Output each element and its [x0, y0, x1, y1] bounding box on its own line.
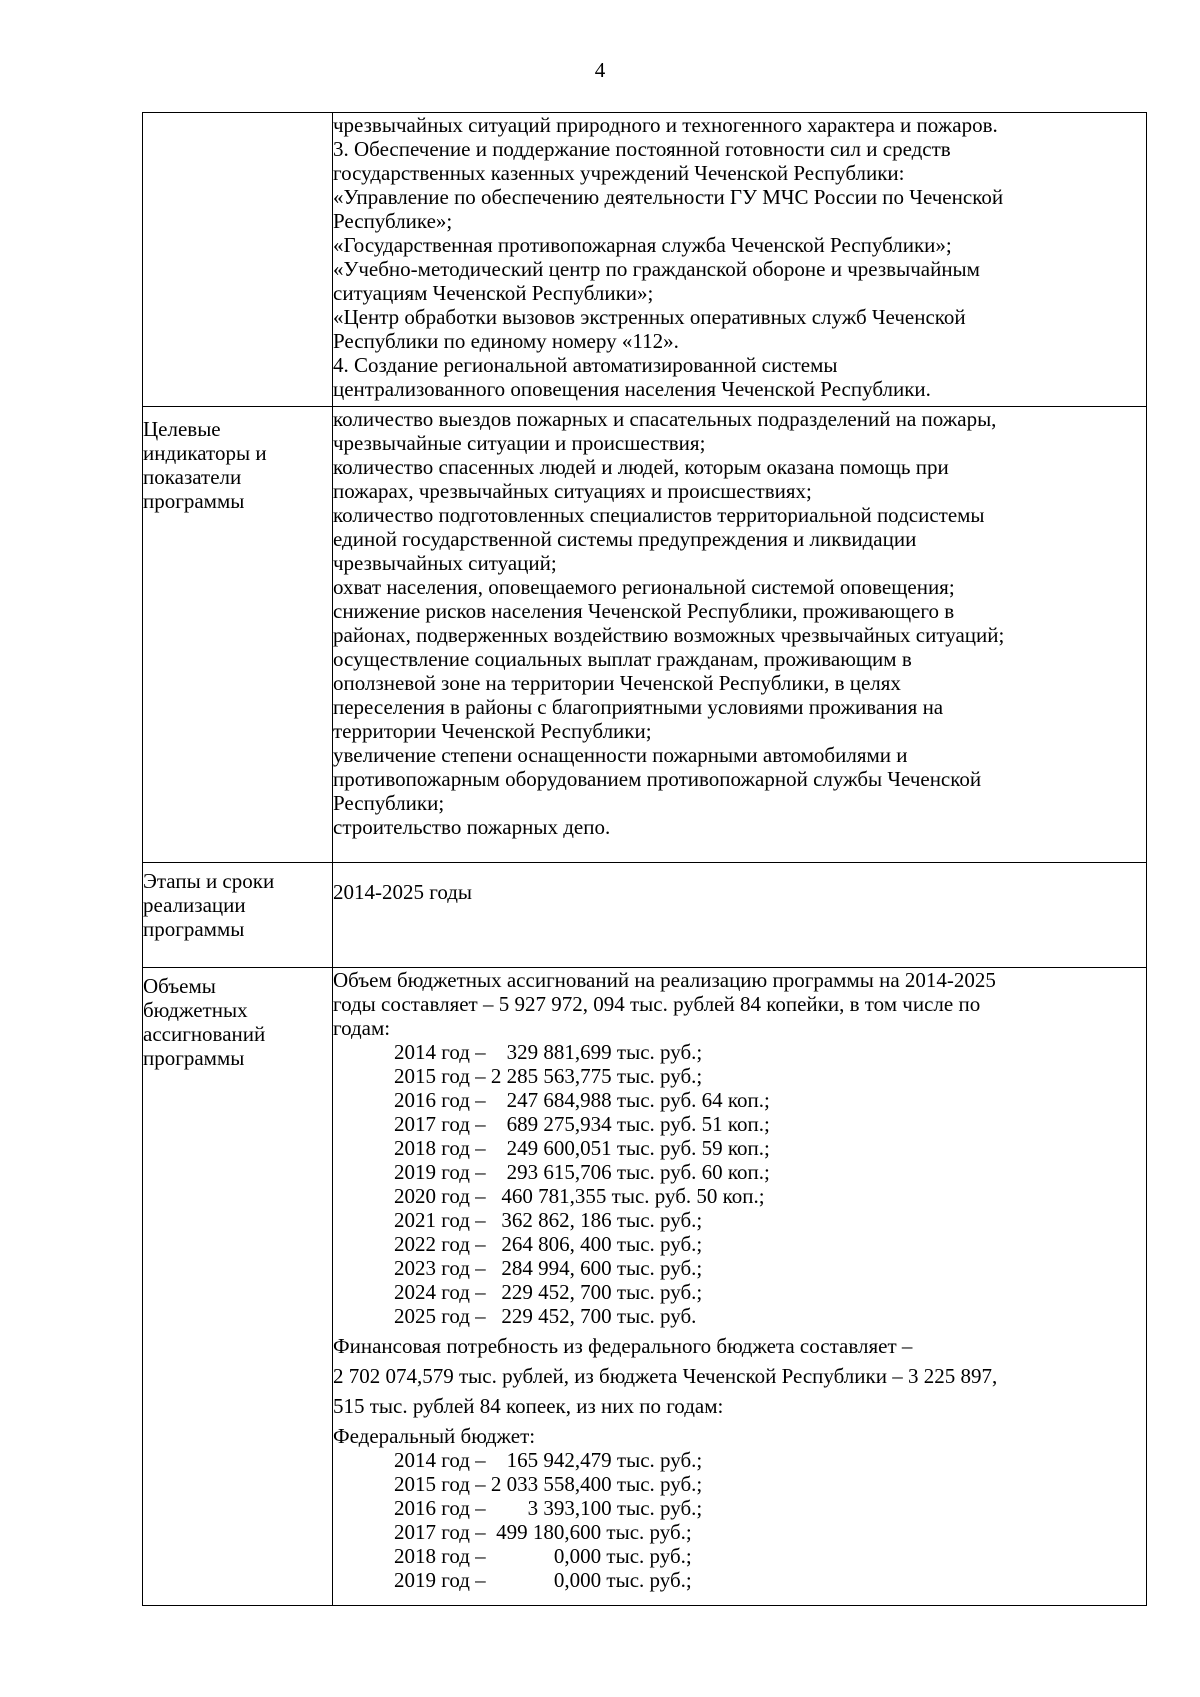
content-line: районах, подверженных воздействию возможных чрезвычайных ситуаций; [333, 623, 1005, 647]
year-allocation-line: 2021 год – 362 862, 186 тыс. руб.; [394, 1208, 703, 1232]
row-content-cell [333, 113, 1147, 407]
content-line: централизованного оповещения населения Чеченской Республики. [333, 377, 931, 401]
content-line: «Управление по обеспечению деятельности ГУ МЧС России по Чеченской [333, 185, 1004, 209]
content-line: количество спасенных людей и людей, которым оказана помощь при [333, 455, 949, 479]
content-line: годы составляет – 5 927 972, 094 тыс. рублей 84 копейки, в том числе по [333, 992, 981, 1016]
row-label-cell [143, 113, 333, 407]
content-line: осуществление социальных выплат гражданам, проживающим в [333, 647, 912, 671]
row-content-cell [333, 968, 1147, 1606]
content-line: чрезвычайные ситуации и происшествия; [333, 431, 706, 455]
content-line: 3. Обеспечение и поддержание постоянной готовности сил и средств [333, 137, 951, 161]
year-allocation-line: 2020 год – 460 781,355 тыс. руб. 50 коп.; [394, 1184, 765, 1208]
row-label-cell [143, 968, 333, 1606]
year-allocation-line: 2015 год – 2 285 563,775 тыс. руб.; [394, 1064, 703, 1088]
federal-year-line: 2016 год – 3 393,100 тыс. руб.; [394, 1496, 703, 1520]
content-line: «Учебно-методический центр по гражданской обороне и чрезвычайным [333, 257, 980, 281]
row-label: программы [143, 1046, 245, 1070]
row-label-cell [143, 407, 333, 863]
passport-table [142, 112, 1147, 1606]
year-allocation-line: 2025 год – 229 452, 700 тыс. руб. [394, 1304, 697, 1328]
year-allocation-line: 2024 год – 229 452, 700 тыс. руб.; [394, 1280, 703, 1304]
content-line: Республики по единому номеру «112». [333, 329, 679, 353]
content-line: 515 тыс. рублей 84 копеек, из них по годам: [333, 1394, 724, 1418]
row-label: Этапы и сроки [143, 869, 275, 893]
row-label: Целевые [143, 417, 221, 441]
row-label: ассигнований [143, 1022, 266, 1046]
row-content-cell [333, 863, 1147, 968]
year-allocation-line: 2023 год – 284 994, 600 тыс. руб.; [394, 1256, 703, 1280]
row-label: программы [143, 917, 245, 941]
row-content-cell [333, 407, 1147, 863]
row-label-cell [143, 863, 333, 968]
content-line: годам: [333, 1016, 391, 1040]
content-line: чрезвычайных ситуаций природного и техногенного характера и пожаров. [333, 113, 998, 137]
year-allocation-line: 2022 год – 264 806, 400 тыс. руб.; [394, 1232, 703, 1256]
content-line: количество подготовленных специалистов территориальной подсистемы [333, 503, 985, 527]
content-line: переселения в районы с благоприятными условиями проживания на [333, 695, 944, 719]
year-allocation-line: 2017 год – 689 275,934 тыс. руб. 51 коп.; [394, 1112, 770, 1136]
row-label: программы [143, 489, 245, 513]
year-allocation-line: 2016 год – 247 684,988 тыс. руб. 64 коп.; [394, 1088, 770, 1112]
content-line: строительство пожарных депо. [333, 815, 611, 839]
content-line: количество выездов пожарных и спасательных подразделений на пожары, [333, 407, 997, 431]
row-label: индикаторы и [143, 441, 267, 465]
row-label: Объемы [143, 974, 216, 998]
federal-year-line: 2019 год – 0,000 тыс. руб.; [394, 1568, 692, 1592]
row-label: бюджетных [143, 998, 248, 1022]
table-row [143, 113, 1147, 407]
content-line: «Центр обработки вызовов экстренных оперативных служб Чеченской [333, 305, 966, 329]
row-label: реализации [143, 893, 246, 917]
content-line: Республике»; [333, 209, 453, 233]
content-line: Финансовая потребность из федерального бюджета составляет – [333, 1334, 913, 1358]
content-line: государственных казенных учреждений Чеченской Республики: [333, 161, 905, 185]
federal-year-line: 2018 год – 0,000 тыс. руб.; [394, 1544, 692, 1568]
content-line: 2 702 074,579 тыс. рублей, из бюджета Чеченской Республики – 3 225 897, [333, 1364, 998, 1388]
year-allocation-line: 2018 год – 249 600,051 тыс. руб. 59 коп.; [394, 1136, 770, 1160]
year-allocation-line: 2019 год – 293 615,706 тыс. руб. 60 коп.; [394, 1160, 770, 1184]
content-line: территории Чеченской Республики; [333, 719, 652, 743]
content-line: снижение рисков населения Чеченской Республики, проживающего в [333, 599, 955, 623]
row-label: показатели [143, 465, 242, 489]
table-row [143, 968, 1147, 1606]
content-line: 4. Создание региональной автоматизированной системы [333, 353, 838, 377]
content-line: 2014-2025 годы [333, 880, 473, 904]
federal-year-line: 2015 год – 2 033 558,400 тыс. руб.; [394, 1472, 703, 1496]
federal-year-line: 2017 год – 499 180,600 тыс. руб.; [394, 1520, 692, 1544]
content-line: Объем бюджетных ассигнований на реализацию программы на 2014-2025 [333, 968, 996, 992]
content-line: оползневой зоне на территории Чеченской Республики, в целях [333, 671, 901, 695]
table-row [143, 863, 1147, 968]
content-line: «Государственная противопожарная служба Чеченской Республики»; [333, 233, 952, 257]
content-line: противопожарным оборудованием противопожарной службы Чеченской [333, 767, 982, 791]
content-line: Республики; [333, 791, 445, 815]
page-number: 4 [594, 58, 606, 82]
federal-year-line: 2014 год – 165 942,479 тыс. руб.; [394, 1448, 703, 1472]
content-line: увеличение степени оснащенности пожарными автомобилями и [333, 743, 908, 767]
content-line: единой государственной системы предупреждения и ликвидации [333, 527, 917, 551]
content-line: чрезвычайных ситуаций; [333, 551, 557, 575]
federal-budget-heading: Федеральный бюджет: [333, 1424, 536, 1448]
content-line: охват населения, оповещаемого региональной системой оповещения; [333, 575, 955, 599]
year-allocation-line: 2014 год – 329 881,699 тыс. руб.; [394, 1040, 703, 1064]
table-row [143, 407, 1147, 863]
content-line: ситуациям Чеченской Республики»; [333, 281, 654, 305]
content-line: пожарах, чрезвычайных ситуациях и происшествиях; [333, 479, 812, 503]
